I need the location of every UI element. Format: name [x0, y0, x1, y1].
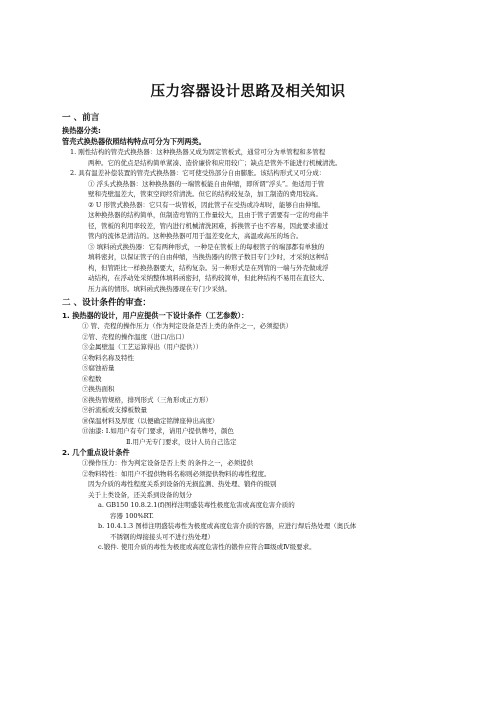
list-item: ⑪油漆: Ⅰ.如用户有专门要求，请用户提供牌号，颜色 — [82, 427, 234, 435]
clause-line: c.锻件. 使用介质的毒性为极度或高度危害性的锻件应符合Ⅲ级或Ⅳ级要求。 — [98, 543, 316, 551]
paragraph-line: 管内的流体是清洁的。这种换热器可用于温差变化大，高温或高压的场合。 — [88, 232, 303, 240]
document-body — [62, 109, 450, 553]
list-item: ①操作压力：作为判定设备是否上类 的条件之一，必须提供 — [82, 459, 254, 467]
list-item: ⑥程数 — [82, 374, 102, 383]
paragraph-line: 壁和壳壁温差大，管束空间经常清洗。但它的结构较复杂，加工制造的费用较高。 — [88, 190, 322, 198]
list-item: ⑩保温材料及厚度（以便确定铭牌座伸出高度） — [82, 416, 219, 425]
list-item: ②管、壳程的操作温度（进口/出口） — [82, 332, 189, 341]
paragraph-line: ① 浮头式换热器：这种换热器的一端管板能自由伸缩，即所谓“浮头”。他适用于管 — [88, 179, 325, 188]
list-item: ⑧换热管规格，排列形式（三角形或正方形） — [82, 395, 212, 404]
list-item: ⑦换热面积 — [82, 385, 115, 393]
paragraph-line: 两种。它的优点是结构简单紧凑、造价廉价和应用较广；缺点是管外不能进行机械清洗。 — [88, 158, 342, 167]
list-item: Ⅱ.用户无专门要求，设计人员自己选定 — [126, 437, 237, 446]
paragraph-line: ③ 填料函式换热器：它有两种形式，一种是在管板上的每根管子的端部都有单独的 — [88, 242, 325, 251]
clause-line: a. GB150 10.8.2.1(f)图样注明盛装毒性极度危害或高度危害介质的 — [98, 501, 295, 509]
paragraph-line: 因为介质的毒性程度关系到设备的无损监测、热处理、锻件的级别 — [88, 480, 277, 488]
paragraph-line: 2. 具有温差补偿装置的管壳式换热器：它可使受热部分自由膨胀。该结构形式又可分成： — [70, 169, 326, 177]
subheading-design-conditions: 1. 换热器的设计，用户应提供一下设计条件（工艺参数）： — [62, 311, 249, 320]
section-heading-design-review: 二 、设计条件的审查： — [62, 298, 151, 308]
paragraph-line: 动结构，在浮动处采纳整体填料函密封，结构较简单，但此种结构不易用在直径大、 — [88, 274, 329, 282]
list-item: ②物料特性：如用户不提供物料名称则必须提供物料的毒性程度。 — [82, 469, 271, 478]
list-item: ① 管、壳程的操作压力（作为判定设备是否上类的条件之一，必须提供） — [82, 322, 293, 330]
list-item: ④物料名称及特性 — [82, 353, 134, 362]
list-item: ③金属壁温（工艺运算得出（用户提供）） — [82, 343, 203, 351]
subheading-exchanger-types: 换热器分类: — [62, 126, 101, 135]
subheading-shell-tube-classes: 管壳式换热器依照结构特点可分为下列两类。 — [62, 137, 206, 146]
list-item: ⑤腐蚀裕量 — [82, 364, 115, 372]
paragraph-line: 填料密封，以保证管子的自由伸缩，当换热器内的管子数目专门少时，才采纳这种结 — [88, 253, 329, 261]
paragraph-line: 压力高的情形。填料函式换热器现在专门少采纳。 — [88, 284, 231, 293]
clause-line: 不锈钢的焊接接头可不进行热处理） — [110, 532, 214, 541]
page-title: 压力容器设计思路及相关知识 — [150, 84, 346, 100]
paragraph-line: 1. 刚性结构的管壳式换热器：这种换热器又成为固定管板式，通常可分为单管程和多管程 — [70, 148, 326, 156]
clause-line: b. 10.4.1.3 图样注明盛装毒性为极度或高度危害介质的容器，应进行焊后热处理（奥氏体 — [98, 522, 357, 530]
list-item: ⑨折流板或支撑板数量 — [82, 406, 147, 414]
section-heading-preface: 一 、前言 — [62, 113, 100, 123]
paragraph-line: 关于上类设备，还关系到设备的划分 — [88, 490, 192, 499]
paragraph-line: 这种换热器的结构简单，但制造弯管的工作量较大，且由于管子需要有一定的弯曲半 — [88, 211, 329, 219]
paragraph-line: ② U 形管式换热器：它只有一块管板，因此管子在受热或冷却时，能够自由伸缩。 — [88, 200, 325, 209]
paragraph-line: 构，但管距比一样换热器要大，结构复杂。另一种形式是在列管的一端与外壳做成浮 — [88, 263, 329, 272]
subheading-key-conditions: 2. 几个重点设计条件 — [62, 448, 130, 457]
clause-line: 容器 100%RT. — [110, 511, 154, 520]
paragraph-line: 径，管板的利用率较差，管内进行机械清洗困难，拆换管子也不容易，因此要求通过 — [88, 221, 329, 230]
